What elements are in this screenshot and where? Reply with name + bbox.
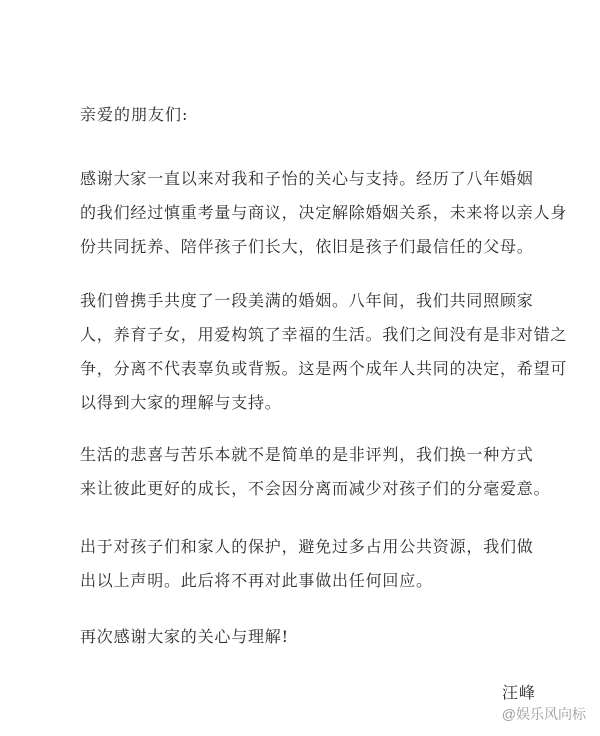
paragraph-line: 以得到大家的理解与支持。 bbox=[80, 393, 282, 412]
paragraph-line: 人，养育子女，用爱构筑了幸福的生活。我们之间没有是非对错之 bbox=[80, 325, 568, 344]
paragraph-line: 出以上声明。此后将不再对此事做出任何回应。 bbox=[80, 571, 433, 590]
watermark-text: @娱乐风向标 bbox=[501, 706, 586, 722]
letter-paragraph-3 bbox=[80, 438, 551, 506]
letter-paragraph-4 bbox=[80, 530, 540, 598]
paragraph-line: 来让彼此更好的成长，不会因分离而减少对孩子们的分毫爱意。 bbox=[80, 479, 551, 498]
paragraph-line: 感谢大家一直以来对我和子怡的关心与支持。经历了八年婚姻 bbox=[80, 169, 534, 188]
letter-paragraph-5 bbox=[80, 620, 540, 654]
paragraph-line: 出于对孩子们和家人的保护，避免过多占用公共资源，我们做 bbox=[80, 537, 534, 556]
paragraph-line: 再次感谢大家的关心与理解! bbox=[80, 627, 289, 646]
letter-paragraph-1 bbox=[80, 162, 568, 264]
paragraph-line: 生活的悲喜与苦乐本就不是简单的是非评判，我们换一种方式 bbox=[80, 445, 534, 464]
paragraph-line: 份共同抚养、陪伴孩子们长大，依旧是孩子们最信任的父母。 bbox=[80, 237, 534, 256]
paragraph-line: 的我们经过慎重考量与商议，决定解除婚姻关系，未来将以亲人身 bbox=[80, 203, 568, 222]
source-watermark bbox=[502, 704, 586, 724]
letter-paragraph-2 bbox=[80, 284, 568, 420]
letter-signature: 汪峰 bbox=[501, 683, 536, 702]
paragraph-line: 我们曾携手共度了一段美满的婚姻。八年间，我们共同照顾家 bbox=[80, 291, 534, 310]
letter-greeting: 亲爱的朋友们: bbox=[80, 105, 189, 124]
paragraph-line: 争，分离不代表辜负或背叛。这是两个成年人共同的决定，希望可 bbox=[80, 359, 568, 378]
